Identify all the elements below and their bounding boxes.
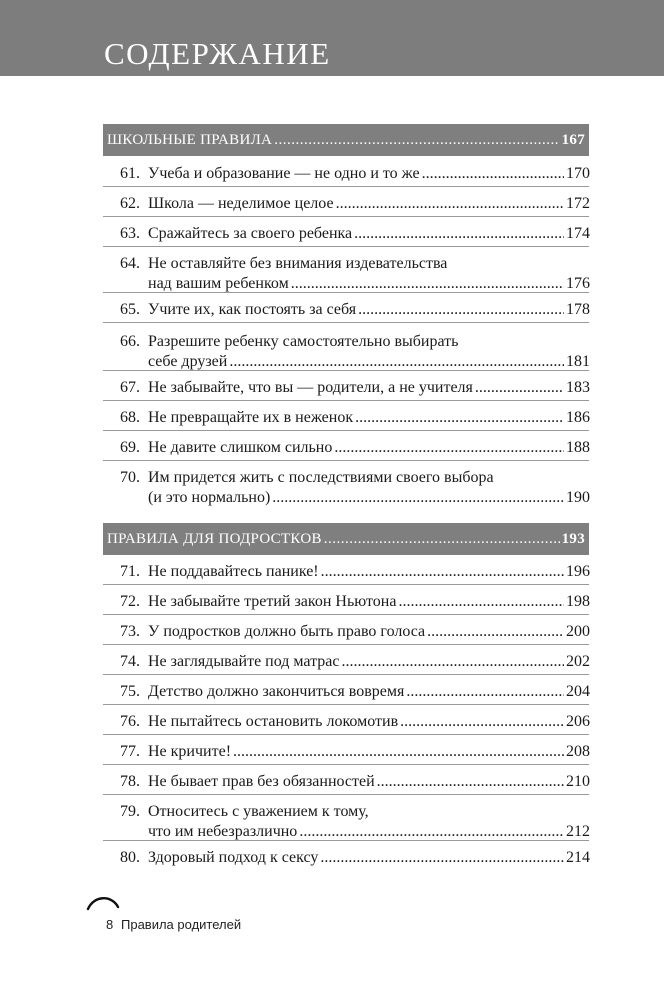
entry-page-number: 186 (566, 409, 590, 426)
page-title: СОДЕРЖАНИЕ (104, 36, 331, 71)
footer-book-title: Правила родителей (121, 917, 242, 932)
entry-number: 64. (120, 255, 140, 272)
entry-title: Учеба и образование — не одно и то же (148, 165, 420, 182)
section-label: ШКОЛЬНЫЕ ПРАВИЛА (107, 131, 273, 148)
toc-entry[interactable] (106, 772, 590, 792)
entry-number: 62. (120, 195, 140, 212)
entry-divider (103, 400, 589, 401)
toc-entry[interactable] (106, 194, 590, 214)
entry-title: над вашим ребенком (148, 275, 289, 292)
leader-dots (400, 712, 564, 732)
leader-dots (272, 488, 564, 508)
entry-page-number: 176 (566, 275, 590, 292)
leader-dots (336, 194, 564, 214)
footer-page-number: 8 (106, 917, 114, 932)
toc-entry[interactable] (106, 712, 590, 732)
entry-title: Не забывайте третий закон Ньютона (148, 593, 397, 610)
entry-number: 70. (120, 469, 140, 486)
entry-title: Относитесь с уважением к тому, (148, 803, 369, 820)
leader-dots (334, 438, 564, 458)
entry-divider (103, 186, 589, 187)
leader-dots (233, 742, 564, 762)
entry-page-number: 178 (566, 301, 590, 318)
toc-entry[interactable] (106, 164, 590, 184)
entry-divider (103, 322, 589, 323)
leader-dots (355, 408, 564, 428)
section-page-number: 193 (561, 530, 585, 547)
entry-page-number: 172 (566, 195, 590, 212)
entry-page-number: 183 (566, 379, 590, 396)
entry-number: 79. (120, 803, 140, 820)
section-header[interactable] (103, 124, 589, 156)
entry-divider (103, 216, 589, 217)
leader-dots (229, 352, 564, 372)
section-label: ПРАВИЛА ДЛЯ ПОДРОСТКОВ (107, 530, 322, 547)
entry-title: Сражайтесь за своего ребенка (148, 225, 353, 242)
entry-page-number: 190 (566, 489, 590, 506)
entry-title: Не поддавайтесь панике! (148, 563, 319, 580)
leader-dots (406, 682, 564, 702)
entry-divider (103, 614, 589, 615)
entry-page-number: 202 (566, 653, 590, 670)
leader-dots (398, 592, 564, 612)
entry-number: 73. (120, 623, 140, 640)
toc-entry[interactable] (106, 622, 590, 642)
toc-entry[interactable] (106, 254, 590, 294)
entry-title: Не заглядывайте под матрас (148, 653, 340, 670)
entry-page-number: 210 (566, 773, 590, 790)
leader-dots (427, 622, 564, 642)
entry-page-number: 212 (566, 823, 590, 840)
entry-divider (103, 430, 589, 431)
entry-divider (103, 644, 589, 645)
entry-title: Не забывайте, что вы — родители, а не учителя (148, 379, 473, 396)
entry-divider (103, 584, 589, 585)
entry-divider (103, 460, 589, 461)
leader-dots (377, 772, 564, 792)
entry-divider (103, 246, 589, 247)
leader-dots (299, 822, 564, 842)
toc-entry[interactable] (106, 438, 590, 458)
entry-number: 71. (120, 563, 140, 580)
entry-number: 65. (120, 301, 140, 318)
footer-arc-ornament (86, 893, 120, 911)
entry-number: 66. (120, 333, 140, 350)
entry-number: 80. (120, 849, 140, 866)
entry-number: 67. (120, 379, 140, 396)
entry-title: Им придется жить с последствиями своего выбора (148, 469, 494, 486)
toc-entry[interactable] (106, 468, 590, 508)
toc-entry[interactable] (106, 802, 590, 842)
entry-number: 61. (120, 165, 140, 182)
toc-entry[interactable] (106, 682, 590, 702)
entry-page-number: 170 (566, 165, 590, 182)
entry-title: Не пытайтесь остановить локомотив (148, 713, 399, 730)
section-header[interactable] (103, 523, 589, 555)
entry-number: 69. (120, 439, 140, 456)
entry-page-number: 196 (566, 563, 590, 580)
toc-entry[interactable] (106, 378, 590, 398)
entry-divider (103, 704, 589, 705)
entry-title: Разрешите ребенку самостоятельно выбирать (148, 333, 459, 350)
toc-entry[interactable] (106, 562, 590, 582)
leader-dots (422, 164, 564, 184)
leader-dots (291, 274, 564, 294)
leader-dots (358, 300, 564, 320)
leader-dots (354, 224, 564, 244)
entry-divider (103, 840, 589, 841)
entry-page-number: 208 (566, 743, 590, 760)
entry-number: 63. (120, 225, 140, 242)
entry-divider (103, 292, 589, 293)
entry-number: 77. (120, 743, 140, 760)
entry-title: Школа — неделимое целое (148, 195, 334, 212)
entry-divider (103, 734, 589, 735)
entry-page-number: 181 (566, 353, 590, 370)
entry-title: Учите их, как постоять за себя (148, 301, 357, 318)
leader-dots (321, 562, 564, 582)
toc-entry[interactable] (106, 652, 590, 672)
entry-title: (и это нормально) (148, 489, 271, 506)
entry-page-number: 204 (566, 683, 590, 700)
entry-title: Детство должно закончиться вовремя (148, 683, 405, 700)
leader-dots (324, 531, 560, 548)
toc-entry[interactable] (106, 300, 590, 320)
toc-entry[interactable] (106, 592, 590, 612)
entry-page-number: 214 (566, 849, 590, 866)
entry-number: 72. (120, 593, 140, 610)
entry-divider (103, 674, 589, 675)
entry-title: Не оставляйте без внимания издевательства (148, 255, 448, 272)
toc-entry[interactable] (106, 332, 590, 372)
toc-entry[interactable] (106, 224, 590, 244)
leader-dots (475, 378, 564, 398)
toc-entry[interactable] (106, 742, 590, 762)
entry-divider (103, 764, 589, 765)
entry-title: что им небезразлично (148, 823, 298, 840)
entry-page-number: 200 (566, 623, 590, 640)
entry-number: 68. (120, 409, 140, 426)
leader-dots (274, 132, 559, 149)
header-band (0, 0, 664, 76)
entry-page-number: 188 (566, 439, 590, 456)
entry-title: Не давите слишком сильно (148, 439, 333, 456)
toc-entry[interactable] (106, 848, 590, 868)
entry-page-number: 174 (566, 225, 590, 242)
entry-page-number: 206 (566, 713, 590, 730)
entry-divider (103, 794, 589, 795)
entry-title: У подростков должно быть право голоса (148, 623, 426, 640)
entry-title: Не превращайте их в неженок (148, 409, 354, 426)
section-page-number: 167 (561, 131, 585, 148)
entry-title: себе друзей (148, 353, 228, 370)
entry-number: 78. (120, 773, 140, 790)
toc-entry[interactable] (106, 408, 590, 428)
entry-number: 76. (120, 713, 140, 730)
leader-dots (320, 848, 564, 868)
entry-title: Не бывает прав без обязанностей (148, 773, 375, 790)
entry-title: Здоровый подход к сексу (148, 849, 319, 866)
entry-divider (103, 370, 589, 371)
entry-number: 75. (120, 683, 140, 700)
entry-title: Не кричите! (148, 743, 232, 760)
leader-dots (342, 652, 565, 672)
entry-number: 74. (120, 653, 140, 670)
entry-page-number: 198 (566, 593, 590, 610)
